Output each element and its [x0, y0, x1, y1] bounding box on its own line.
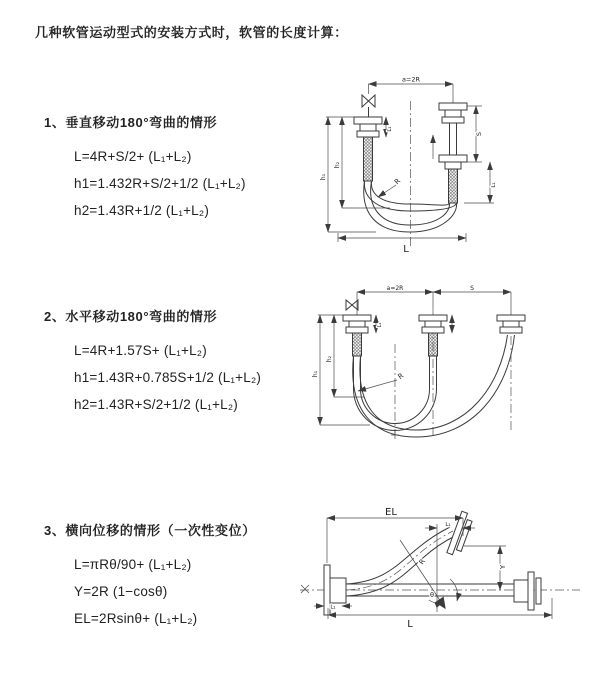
dim-label-a2r: a=2R [386, 284, 404, 292]
dimension-a2r [369, 76, 454, 104]
dim-label-l: L [407, 619, 413, 630]
flange-left [343, 315, 371, 333]
section-3 [44, 520, 256, 632]
braided-section-left [364, 137, 373, 181]
dimension-a2r [357, 285, 433, 315]
dim-label-l: L [403, 244, 409, 255]
formula-length: L=4R+S/2+ (L₁+L₂) [74, 149, 192, 164]
flange-middle [419, 315, 447, 333]
section-1 [44, 112, 246, 224]
section-2-heading: 2、水平移动180°弯曲的情形 [44, 309, 218, 324]
dimension-l [338, 233, 466, 255]
formula-y: Y=2R (1−cosθ) [74, 584, 168, 599]
section-1-heading: 1、垂直移动180°弯曲的情形 [44, 115, 218, 130]
dimension-s [467, 106, 483, 162]
braided-section-middle [429, 333, 438, 356]
formula-h2: h2=1.43R+S/2+1/2 (L₁+L₂) [74, 397, 238, 412]
dimension-y [464, 546, 507, 590]
section-3-heading: 3、横向位移的情形（一次性变位） [44, 523, 256, 538]
formula-length: L=4R+1.57S+ (L₁+L₂) [74, 343, 207, 358]
formula-h2: h2=1.43R+1/2 (L₁+L₂) [74, 203, 210, 218]
dimension-l1-left [314, 605, 352, 611]
radius-callout [378, 177, 402, 197]
dim-label-l1-left: L₁ [330, 604, 336, 611]
diagram-vertical-180 [318, 73, 580, 261]
angle-theta [429, 579, 458, 603]
diagram-lateral-displacement [296, 502, 600, 657]
dim-label-s: S [470, 284, 474, 292]
page-title: 几种软管运动型式的安装方式时，软管的长度计算： [35, 25, 348, 40]
center-tick [391, 431, 399, 439]
braided-section-right [449, 169, 458, 203]
flange-right-lower [439, 155, 467, 169]
formula-el: EL=2Rsinθ+ (L₁+L₂) [74, 611, 198, 626]
valve-icon [346, 300, 358, 310]
section-2 [44, 306, 261, 418]
dimension-l1-right [464, 162, 497, 203]
valve-icon [362, 95, 375, 117]
dimension-l1-left [386, 117, 393, 137]
braided-section-left [353, 333, 362, 356]
dim-label-r: R [417, 557, 428, 567]
dimension-l1 [376, 315, 383, 333]
dimension-s [433, 285, 511, 315]
centerline-break-mark [301, 585, 309, 593]
dim-label-s: S [475, 131, 483, 137]
dim-label-h2: h₂ [326, 355, 333, 363]
flange-left [354, 117, 382, 137]
dim-label-h2: h₂ [334, 161, 341, 169]
diagram-horizontal-180 [312, 284, 590, 447]
dim-label-y: Y [499, 564, 507, 570]
dim-label-h1: h₁ [320, 173, 327, 181]
dim-label-l1-top: L₁ [445, 522, 451, 528]
flange-right-upper [439, 103, 467, 123]
dim-label-l1: L₁ [377, 322, 383, 328]
dim-label-h1: h₁ [312, 370, 319, 378]
dim-label-el: EL [385, 507, 397, 518]
hose-displaced [346, 527, 455, 596]
formula-h1: h1=1.432R+S/2+1/2 (L₁+L₂) [74, 176, 246, 191]
dim-label-l1-right: L₁ [491, 182, 497, 188]
dim-label-theta: θ [430, 591, 434, 599]
dim-label-l1-left: L₁ [387, 126, 393, 132]
formula-h1: h1=1.43R+0.785S+1/2 (L₁+L₂) [74, 370, 262, 385]
dimension-el [327, 507, 463, 563]
dim-label-r: R [396, 371, 406, 382]
radius-callout [400, 540, 445, 608]
dim-label-a2r: a=2R [401, 75, 421, 84]
flange-right [514, 572, 541, 610]
flange-right [497, 315, 525, 333]
formula-length: L=πRθ/90+ (L₁+L₂) [74, 557, 192, 572]
radius-callout [358, 372, 405, 391]
dim-label-r: R [393, 177, 403, 187]
